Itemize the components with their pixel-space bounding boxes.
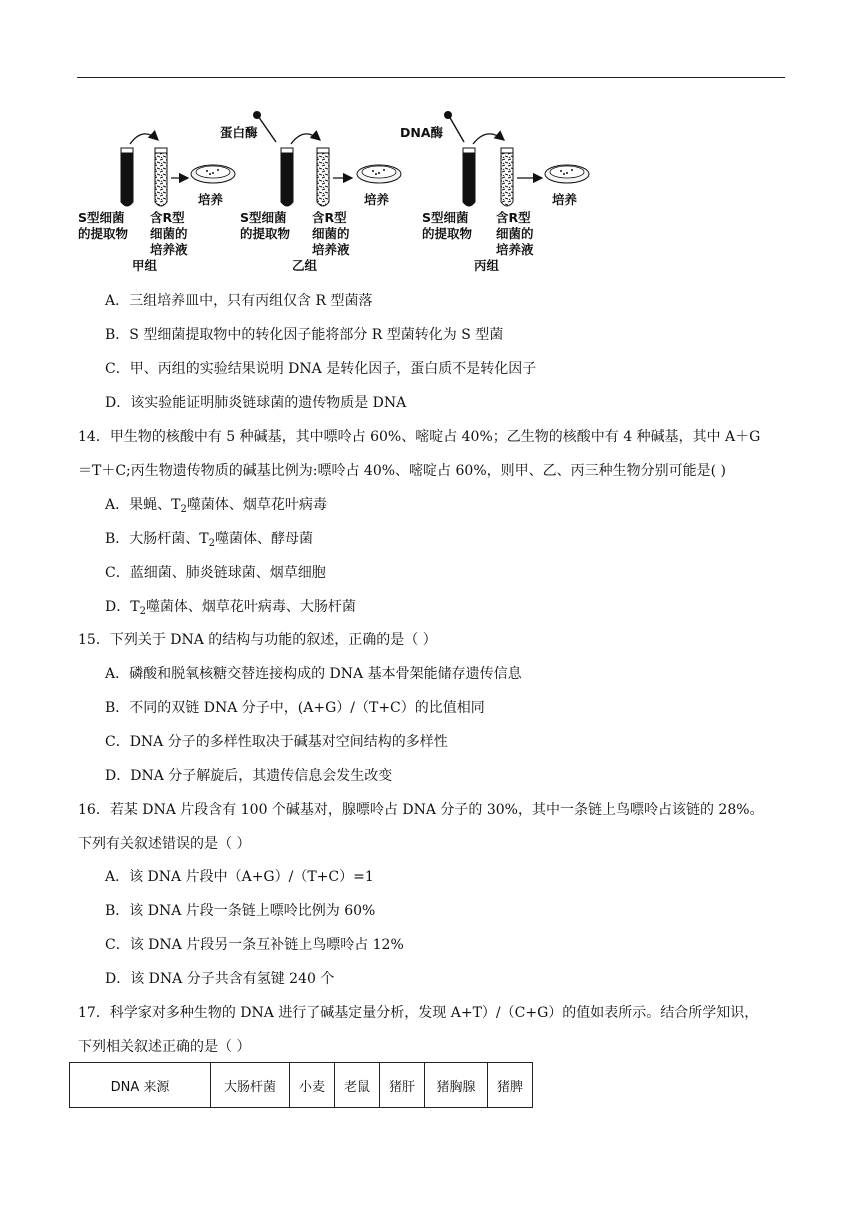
protease-label: 蛋白酶 [220,125,258,140]
dnase-label: DNA酶 [400,125,444,140]
svg-text:含R型: 含R型 [496,210,531,225]
q14-option-a: A．果蝇、$T_2$噬菌体、烟草花叶病毒 [105,497,327,515]
group-jia [78,134,235,273]
table-cell: 猪胸腺 [425,1063,488,1108]
svg-text:的提取物: 的提取物 [240,226,291,241]
q13-option-c: C．甲、丙组的实验结果说明 DNA 是转化因子，蛋白质不是转化因子 [105,361,537,377]
q13-option-d: D．该实验能证明肺炎链球菌的遗传物质是 DNA [105,395,407,411]
culture-label: 培养 [198,192,224,207]
q15-option-d: D．DNA 分子解旋后，其遗传信息会发生改变 [105,768,393,784]
table-row [70,1063,533,1108]
svg-text:细菌的: 细菌的 [150,226,188,241]
table-header-cell: DNA 来源 [70,1063,211,1108]
table-cell: 猪脾 [488,1063,533,1108]
q16-option-b: B．该 DNA 片段一条链上嘌呤比例为 60% [105,903,376,919]
svg-text:S型细菌: S型细菌 [240,210,287,225]
svg-text:含R型: 含R型 [150,210,185,225]
table-cell: 大肠杆菌 [211,1063,290,1108]
griffith-transformation-diagram [70,98,630,283]
q16-option-a: A．该 DNA 片段中（A+G）/（T+C）=1 [105,869,374,885]
q14-option-b: B．大肠杆菌、$T_2$噬菌体、酵母菌 [105,531,314,549]
svg-text:细菌的: 细菌的 [496,226,534,241]
svg-text:培养液: 培养液 [150,242,188,257]
q13-option-a: A．三组培养皿中，只有丙组仅含 R 型菌落 [105,293,373,309]
q14-stem-line1: 14．甲生物的核酸中有 5 种碱基，其中嘌呤占 60%、嘧啶占 40%；乙生物的核酸中有 4 种碱基，其中 A＋G [78,429,761,445]
group-name: 乙组 [292,258,318,273]
q13-option-b: B．S 型细菌提取物中的转化因子能将部分 R 型菌转化为 S 型菌 [105,327,504,343]
experiment-figure [70,98,630,283]
q15-option-a: A．磷酸和脱氧核糖交替连接构成的 DNA 基本骨架能储存遗传信息 [105,666,522,682]
q17-stem-line2: 下列相关叙述正确的是（ ） [78,1039,251,1055]
q15-option-c: C．DNA 分子的多样性取决于碱基对空间结构的多样性 [105,734,448,750]
q16-option-c: C．该 DNA 片段另一条互补链上鸟嘌呤占 12% [105,937,404,953]
svg-text:培养液: 培养液 [496,242,534,257]
svg-text:培养液: 培养液 [312,242,350,257]
svg-text:S型细菌: S型细菌 [422,210,469,225]
q15-stem: 15．下列关于 DNA 的结构与功能的叙述，正确的是（ ） [78,632,437,648]
table-cell: 猪肝 [380,1063,425,1108]
table-cell: 小麦 [290,1063,335,1108]
group-yi [220,111,401,273]
q16-option-d: D．该 DNA 分子共含有氢键 240 个 [105,971,335,987]
svg-text:S型细菌: S型细菌 [78,210,125,225]
q14-option-c: C．蓝细菌、肺炎链球菌、烟草细胞 [105,565,326,581]
dna-ratio-table [69,1062,533,1108]
svg-text:的提取物: 的提取物 [422,226,473,241]
group-bing [400,111,589,273]
svg-text:的提取物: 的提取物 [78,226,129,241]
q15-option-b: B．不同的双链 DNA 分子中，(A+G）/（T+C）的比值相同 [105,700,485,716]
svg-text:含R型: 含R型 [312,210,347,225]
group-name: 甲组 [132,258,158,273]
header-rule [77,77,785,78]
culture-label: 培养 [364,192,390,207]
svg-text:细菌的: 细菌的 [312,226,350,241]
q14-stem-line2: ＝T＋C;丙生物遗传物质的碱基比例为:嘌呤占 40%、嘧啶占 60%，则甲、乙、丙三种生物分别可能是( ) [78,463,726,479]
q16-stem-line2: 下列有关叙述错误的是（ ） [78,836,251,852]
group-name: 丙组 [474,258,500,273]
q14-option-d: D．$T_2$噬菌体、烟草花叶病毒、大肠杆菌 [105,599,356,617]
q16-stem-line1: 16．若某 DNA 片段含有 100 个碱基对，腺嘌呤占 DNA 分子的 30%，其中一条链上鸟嘌呤占该链的 28%。 [78,802,764,818]
table-cell: 老鼠 [335,1063,380,1108]
q17-stem-line1: 17．科学家对多种生物的 DNA 进行了碱基定量分析，发现 A+T）/（C+G）的值如表所示。结合所学知识， [78,1005,759,1021]
culture-label: 培养 [552,192,578,207]
